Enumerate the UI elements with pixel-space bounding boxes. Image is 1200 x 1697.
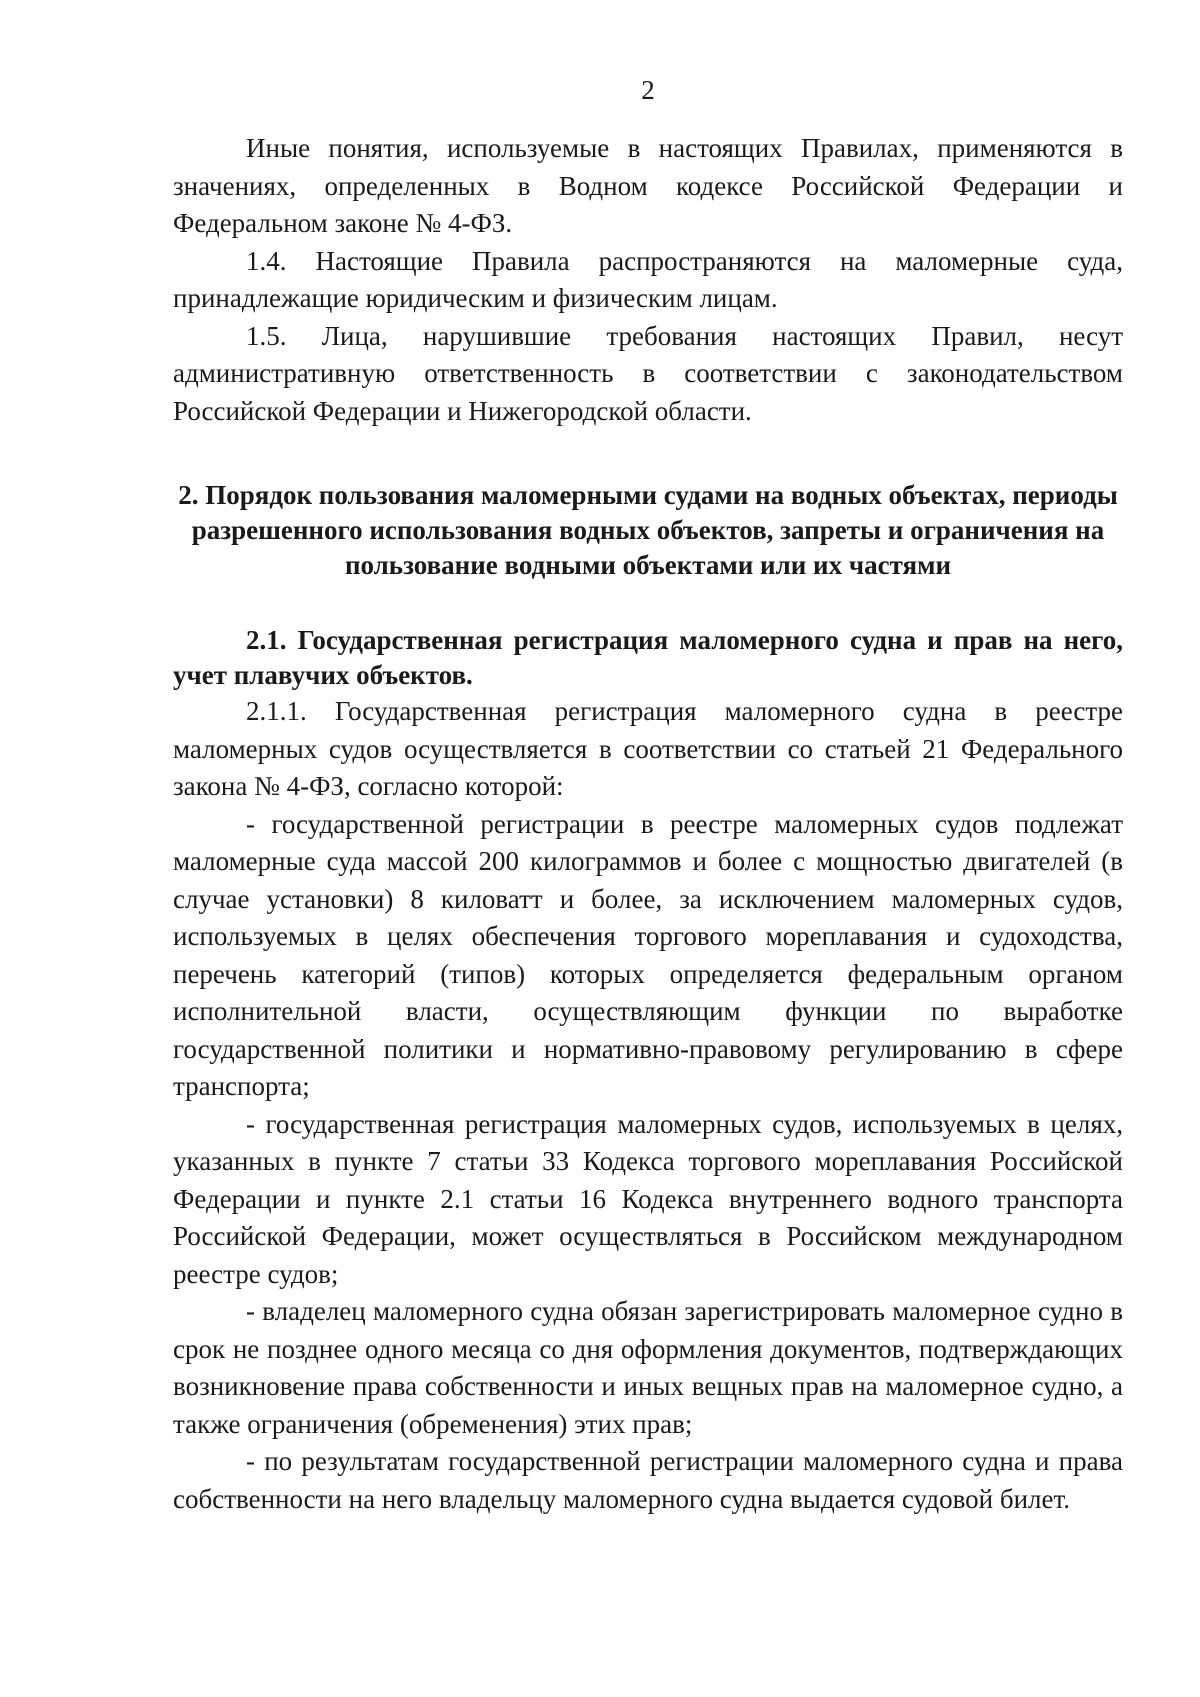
section-title: 2. Порядок пользования маломерными судами на водных объектах, периоды разрешенного использования водных объектов, запреты и ограничения на пользование водными объектами или их частями xyxy=(178,480,1118,580)
list-item-ship-ticket: - по результатам государственной регистрации маломерного судна и права собственности на него владельцу маломерного судна выдается судовой билет. xyxy=(173,1446,1123,1514)
paragraph-1-5: 1.5. Лица, нарушившие требования настоящих Правил, несут административную ответственность в соответствии с законодательством Российской Федерации и Нижегородской области. xyxy=(173,320,1123,426)
paragraph-1-4: 1.4. Настоящие Правила распространяются на маломерные суда, принадлежащие юридическим и физическим лицам. xyxy=(173,245,1123,313)
list-item-international-registry: - государственная регистрация маломерных судов, используемых в целях, указанных в пункте 7 статьи 33 Кодекса торгового мореплавания Российской Федерации и пункте 2.1 статьи 16 Кодекса внутреннего водного транспорта Российской Федерации, может осуществляться в Российском международном реестре судов; xyxy=(173,1108,1123,1289)
paragraph-2-1-1: 2.1.1. Государственная регистрация маломерного судна в реестре маломерных судов осуществляется в соответствии со статьей 21 Федерального закона № 4-ФЗ, согласно которой: xyxy=(173,696,1123,801)
paragraph-other-terms: Иные понятия, используемые в настоящих Правилах, применяются в значениях, определенных в Водном кодексе Российской Федерации и Федеральном законе № 4-ФЗ. xyxy=(173,133,1123,238)
document-body xyxy=(173,130,1123,1518)
list-item-registration-required: - государственной регистрации в реестре маломерных судов подлежат маломерные суда массой 200 килограммов и более с мощностью двигателей (в случае установки) 8 киловатт и более, за исключением маломерных судов, используемых в целях обеспечения торгового мореплавания и судоходства, перечень категорий (типов) которых определяется федеральным органом исполнительной власти, осуществляющим функции по выработке государственной политики и нормативно-правовому регулированию в сфере транспорта; xyxy=(173,808,1123,1101)
page-number: 2 xyxy=(641,75,655,105)
list-item-owner-obligation: - владелец маломерного судна обязан зарегистрировать маломерное судно в срок не позднее одного месяца со дня оформления документов, подтверждающих возникновение права собственности и иных вещных прав на маломерное судно, а также ограничения (обременения) этих прав; xyxy=(173,1296,1123,1439)
subsection-title: 2.1. Государственная регистрация маломерного судна и прав на него, учет плавучих объектов. xyxy=(173,625,1123,690)
